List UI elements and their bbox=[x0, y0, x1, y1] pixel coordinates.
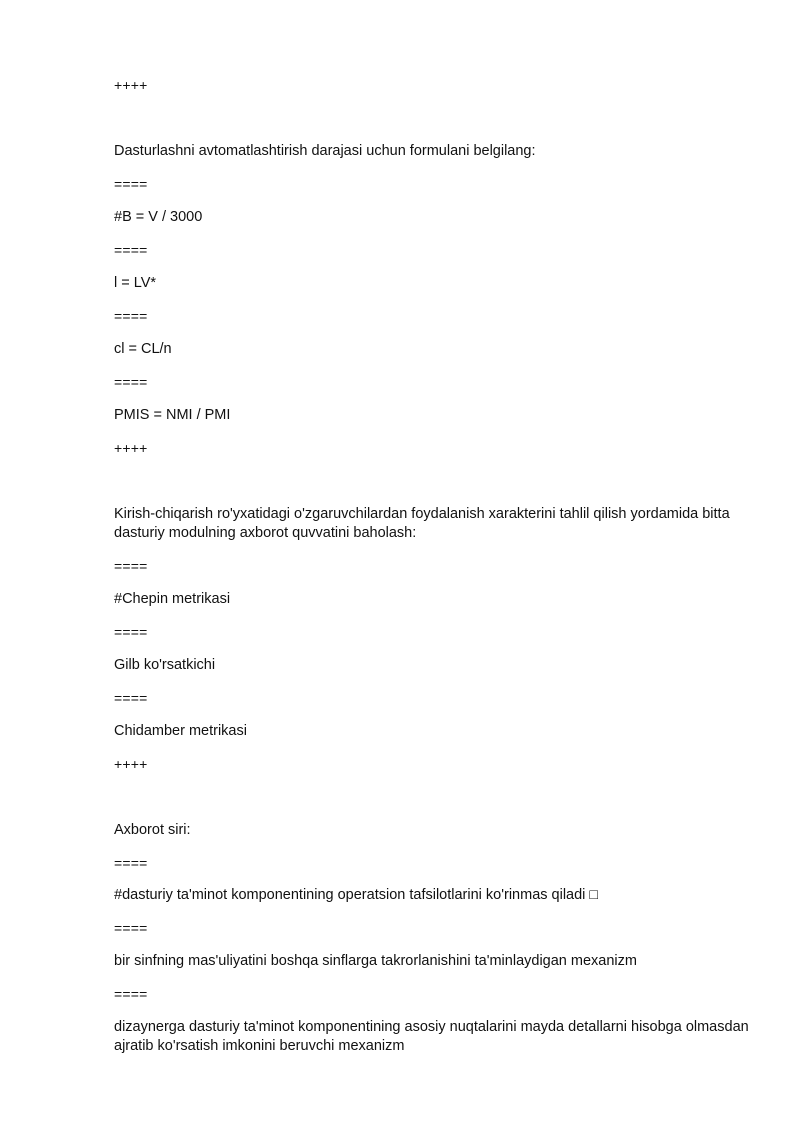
separator-equals: ==== bbox=[114, 986, 148, 1002]
separator-equals: ==== bbox=[114, 624, 148, 640]
answer-option: dizaynerga dasturiy ta'minot komponentining asosiy nuqtalarini mayda detallarni hisobga olmasdan ajratib ko'rsatish imkonini beruvchi mexanizm bbox=[114, 1019, 749, 1054]
answer-option: bir sinfning mas'uliyatini boshqa sinflarga takrorlanishini ta'minlaydigan mexanizm bbox=[114, 953, 637, 969]
answer-option: l = LV* bbox=[114, 275, 157, 291]
separator-plus: ++++ bbox=[114, 77, 148, 93]
separator-plus: ++++ bbox=[114, 440, 148, 456]
question-1-text: Dasturlashni avtomatlashtirish darajasi uchun formulani belgilang: bbox=[114, 143, 536, 159]
separator-plus: ++++ bbox=[114, 756, 148, 772]
separator-equals: ==== bbox=[114, 176, 148, 192]
answer-option: PMIS = NMI / PMI bbox=[114, 407, 231, 423]
separator-equals: ==== bbox=[114, 690, 148, 706]
answer-option: #dasturiy ta'minot komponentining operatsion tafsilotlarini ko'rinmas qiladi □ bbox=[114, 887, 599, 903]
separator-equals: ==== bbox=[114, 242, 148, 258]
answer-option: #Chepin metrikasi bbox=[114, 591, 231, 607]
question-2-text: Kirish-chiqarish ro'yxatidagi o'zgaruvchilardan foydalanish xarakterini tahlil qilish yordamida bitta dasturiy modulning axborot quvvatini baholash: bbox=[114, 506, 730, 541]
answer-option: cl = CL/n bbox=[114, 341, 172, 357]
separator-equals: ==== bbox=[114, 308, 148, 324]
separator-equals: ==== bbox=[114, 558, 148, 574]
answer-option: Gilb ko'rsatkichi bbox=[114, 657, 216, 673]
separator-equals: ==== bbox=[114, 920, 148, 936]
answer-option: #B = V / 3000 bbox=[114, 209, 203, 225]
separator-equals: ==== bbox=[114, 374, 148, 390]
answer-option: Chidamber metrikasi bbox=[114, 723, 247, 739]
separator-equals: ==== bbox=[114, 855, 148, 871]
question-3-text: Axborot siri: bbox=[114, 822, 191, 838]
